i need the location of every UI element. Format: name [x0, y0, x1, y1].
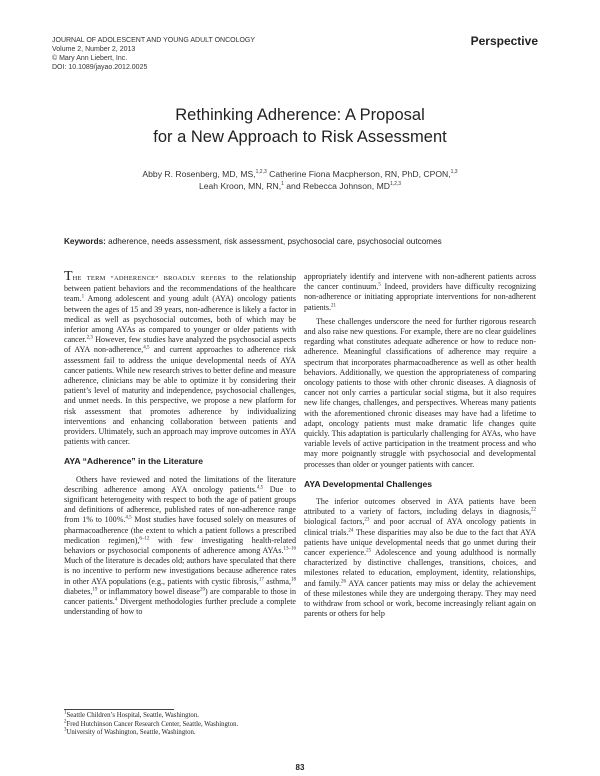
text-run: However, few studies have analyzed the psychosocial aspects of AYA non-adherence, — [64, 335, 296, 355]
citation: 22 — [531, 507, 536, 513]
text-run: appropriately identify and intervene with non-adherent patients across the cancer continuum. — [304, 272, 536, 292]
text-run: Indeed, providers have difficulty recognizing non-adherence or initiating appropriate interventions for non-adherent patients. — [304, 282, 536, 312]
continued-paragraph — [304, 272, 536, 313]
journal-doi: DOI: 10.1089/jayao.2012.0025 — [52, 64, 148, 71]
citation: 17 — [258, 577, 264, 583]
column-left — [64, 269, 297, 618]
text-run: with few investigating health-related behaviors or psychosocial components of adherence among AYAs. — [64, 535, 297, 556]
citation: 4,5 — [143, 345, 150, 351]
citation: 20 — [199, 587, 205, 593]
intro-paragraph — [64, 269, 296, 447]
citation: 25 — [366, 548, 372, 554]
author-affiliation: 1,2,3 — [255, 169, 267, 176]
footnote — [64, 729, 238, 738]
body-paragraph — [64, 475, 296, 618]
citation: 23 — [364, 517, 370, 523]
text-run: diabetes, — [64, 586, 93, 596]
text-run: biological factors, — [304, 517, 365, 527]
footnote — [64, 712, 238, 721]
author-affiliation: 1,3 — [450, 169, 458, 176]
text-run: ) are comparable to those in cancer patients. — [64, 586, 296, 607]
footnote-text: University of Washington, Seattle, Washington. — [66, 729, 196, 737]
text-run: to the relationship between patient behaviors and the recommendations of the healthcare team. — [64, 273, 296, 304]
journal-name: JOURNAL OF ADOLESCENT AND YOUNG ADULT ONCOLOGY — [52, 37, 256, 44]
text-run: Others have reviewed and noted the limitations of the literature describing adherence among AYA oncology patients. — [64, 474, 296, 494]
text-run: Adolescence and young adulthood is normally characterized by distinctive challenges, transitions, choices, and milestones related to education, employment, identity, relationships, and family. — [304, 548, 536, 588]
keywords-label: Keywords: — [64, 237, 106, 246]
footnote-mark: 1 — [64, 710, 67, 716]
footnote-text: Fred Hutchinson Cancer Research Center, Seattle, Washington. — [66, 720, 239, 728]
footnote-mark: 2 — [64, 719, 67, 725]
text-run: AYA cancer patients may miss or delay the achievement of these milestones while they are undergoing therapy. They may need to withdraw from school or work, become increasingly reliant again on parents or others for help — [304, 578, 536, 619]
citation: 26 — [340, 579, 346, 585]
text-run: The inferior outcomes observed in AYA patients have been attributed to a variety of factors, including delays in diagnosis, — [304, 497, 536, 517]
author-line-1 — [60, 168, 540, 180]
section-label: Perspective — [470, 34, 538, 48]
citation: 21 — [331, 302, 337, 308]
author-name: Catherine Fiona Macpherson, RN, PhD, CPON, — [269, 169, 451, 179]
drop-cap: T — [64, 269, 73, 284]
journal-info — [52, 36, 255, 72]
footnote-mark: 3 — [64, 727, 67, 733]
author-affiliation: 1,2,3 — [389, 181, 402, 188]
text-run: and poor accrual of AYA oncology patients in clinical trials. — [304, 517, 536, 537]
title-line-1: Rethinking Adherence: A Proposal — [175, 106, 425, 124]
body-paragraph — [304, 497, 536, 619]
keywords-list: adherence, needs assessment, risk assessment, psychosocial care, psychosocial outcomes — [108, 237, 442, 246]
footnote-divider — [64, 709, 174, 710]
text-run: Much of the literature is decades old; authors have speculated that there is no incentive to perform new investigations because adherence rates in other AYA populations (e.g., patients with cystic fibrosis, — [64, 556, 296, 586]
keywords — [64, 237, 442, 246]
footnote-text: Seattle Children’s Hospital, Seattle, Washington. — [66, 712, 199, 719]
citation: 24 — [348, 528, 354, 533]
author-name: Leah Kroon, MN, RN, — [198, 181, 282, 191]
journal-volume: Volume 2, Number 2, 2013 — [52, 46, 136, 53]
citation: 19 — [92, 587, 98, 593]
text-run: or inflammatory bowel disease — [97, 586, 200, 596]
citation: 2,3 — [86, 335, 93, 341]
citation: 18 — [291, 577, 296, 583]
page-number: 83 — [295, 763, 305, 772]
footnotes — [64, 712, 238, 738]
author-line-2 — [60, 180, 540, 192]
author-list — [60, 168, 540, 192]
citation: 4,5 — [125, 515, 132, 521]
text-run: These disparities may also be due to the fact that AYA patients have unique developmental needs that go unmet during their cancer experience. — [304, 527, 536, 558]
author-name: and Rebecca Johnson, MD — [286, 181, 390, 191]
footnote — [64, 721, 238, 730]
body-paragraph: These challenges underscore the need for further rigorous research and also raise new questions. For example, there are no clear guidelines regarding what constitutes adequate adherence or how to reduce non-adherence. Meaningful classifications of adherence may require a spectrum that incorporates pharmacoadherence as well as other health behaviors. Additionally, we question the appropriateness of comparing oncology patients to those with other chronic diseases. A diagnosis of cancer not only carries a particular social stigma, but it also requires new life changes, challenges, and perspectives. Whereas many patients with the aforementioned chronic diseases may have had a lifetime to adapt, oncology patients must make dramatic life changes quite quickly. This adaptation is particularly challenging for AYAs, who have variable levels of active participation in the treatment process and who may more poignantly struggle with psychosocial and developmental processes than older or younger patients with cancer. — [304, 316, 536, 469]
citation: 4,5 — [256, 485, 264, 491]
text-run: Divergent methodologies further preclude a complete understanding of how to — [64, 597, 297, 617]
title-line-2: for a New Approach to Risk Assessment — [153, 128, 447, 146]
citation: 13–16 — [283, 546, 296, 552]
text-run: asthma, — [263, 576, 291, 586]
citation: 6–12 — [139, 536, 150, 542]
citation: 5 — [378, 282, 381, 288]
citation: 1 — [81, 294, 85, 300]
text-run: and current approaches to adherence risk assessment fail to address the unique developmental needs of AYA cancer patients. While new research strives to better define and measure adherence, clinicians may be able to optimize it by considering their patient’s level of maturity and independence, psychosocial challenges, and unmet needs. In this perspective, we propose a new platform for risk assessment that promotes adherence by individualizing interventions and enhancing collaboration between patients and providers. Ultimately, such an approach may improve outcomes in AYA patients with cancer. — [64, 345, 296, 447]
text-run: Most studies have focused solely on measures of pharmacoadherence (the extent to which a patient follows a prescribed medication regimen), — [64, 515, 296, 545]
article-title — [0, 104, 600, 148]
section-heading: AYA “Adherence” in the Literature — [64, 456, 203, 467]
author-affiliation: 1 — [281, 181, 284, 188]
author-name: Abby R. Rosenberg, MD, MS, — [142, 169, 256, 179]
text-run: Among adolescent and young adult (AYA) oncology patients between the ages of 15 and 39 years, non-adherence is likely a factor in medical as well as psychosocial outcomes, both of which may be inferior among AYAs as compared to younger or older patients with cancer. — [64, 294, 296, 345]
opening-smallcaps: HE TERM “ADHERENCE” BROADLY REFERS — [72, 275, 227, 282]
text-run: Due to significant heterogeneity with respect to both the age of patient groups and definitions of adherence, published rates of non-adherence range from 1% to 100%. — [64, 484, 296, 525]
citation: 4 — [114, 597, 118, 603]
column-right — [304, 272, 536, 620]
section-heading: AYA Developmental Challenges — [304, 478, 432, 489]
journal-copyright: © Mary Ann Liebert, Inc. — [52, 55, 128, 62]
